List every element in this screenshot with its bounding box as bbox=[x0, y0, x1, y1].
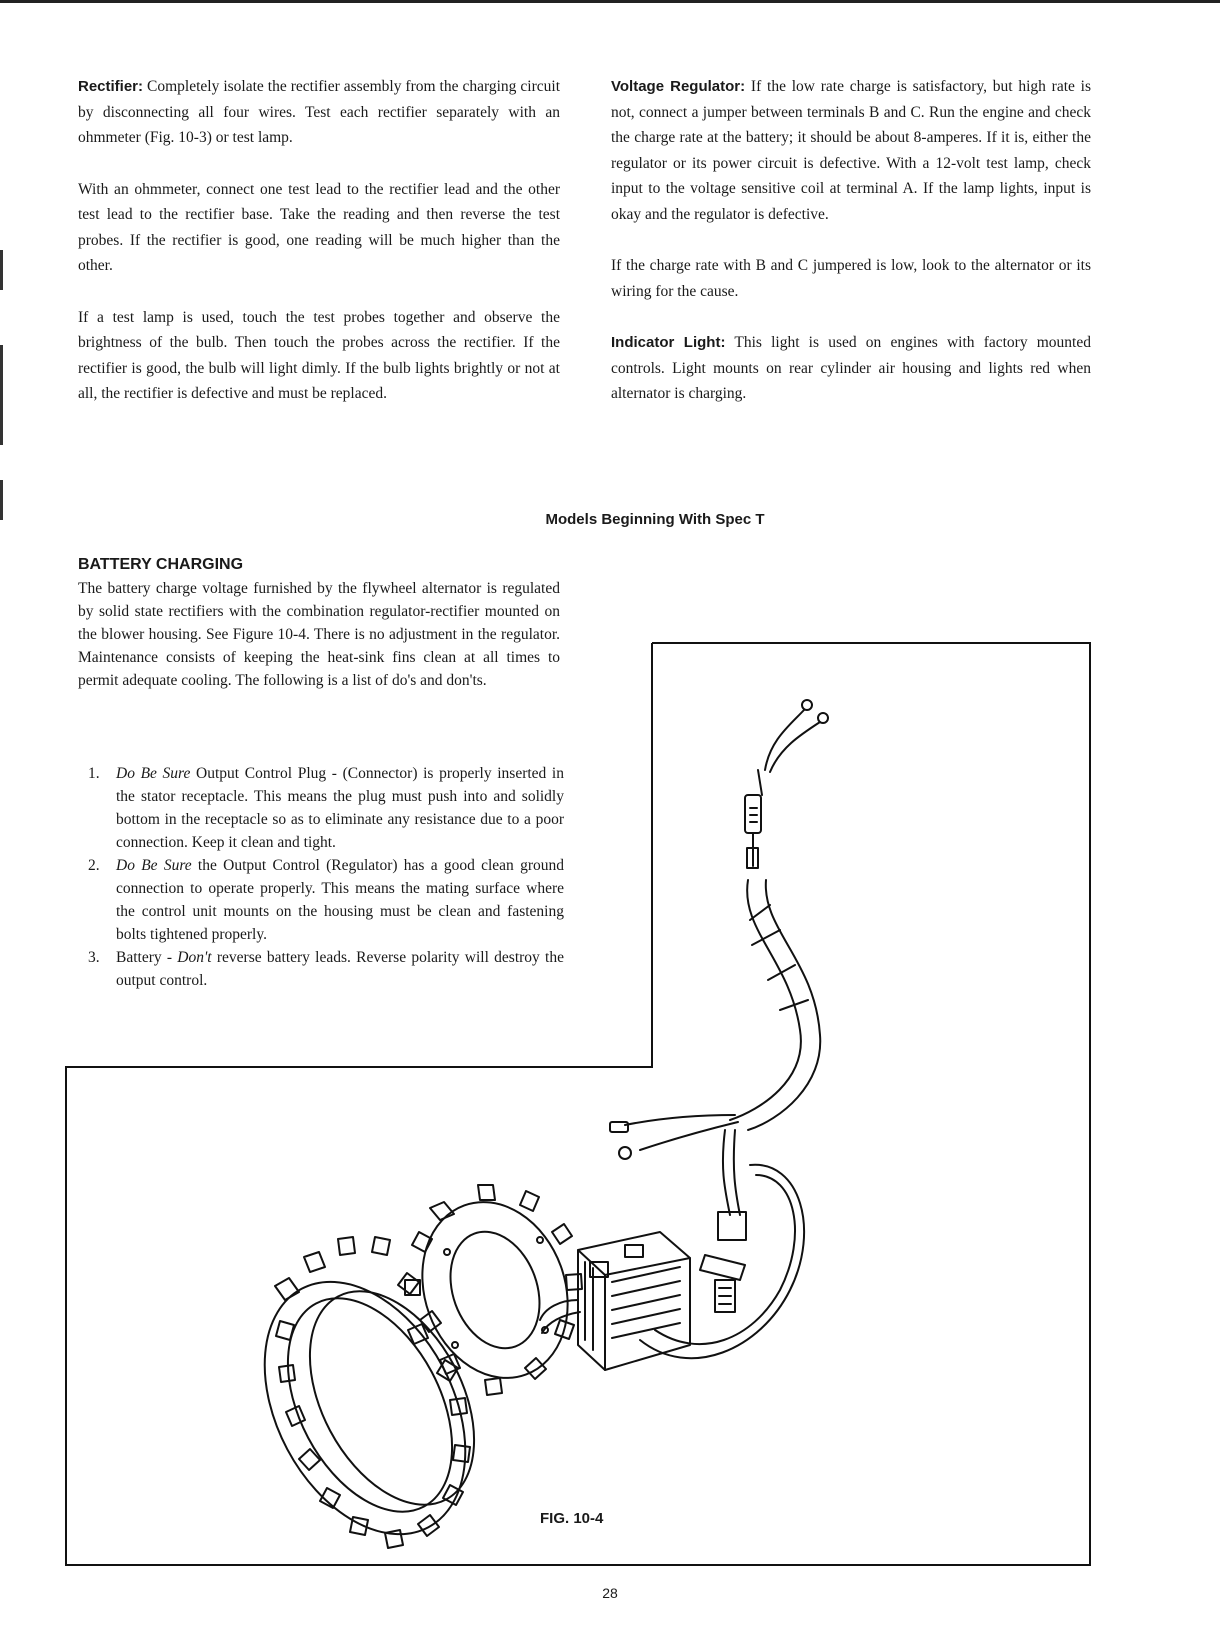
output-control-plug-icon bbox=[718, 1212, 746, 1240]
item-text: the Output Control (Regulator) has a good clean ground connection to operate properly. This means the mating surface where the control unit mounts on the housing must be clean and fastening bolts tightened properly. bbox=[116, 857, 564, 943]
indicator-title: Indicator Light: bbox=[611, 334, 726, 351]
rectifier-text: Completely isolate the rectifier assembly from the charging circuit by disconnecting all four wires. Test each rectifier separately with an ohmmeter (Fig. 10-3) or test lamp. bbox=[78, 78, 560, 146]
item-emphasis: Do Be Sure bbox=[116, 857, 192, 874]
stator-receptacle-icon bbox=[700, 1255, 745, 1280]
rectifier-title: Rectifier: bbox=[78, 78, 144, 95]
test-lamp-paragraph: If a test lamp is used, touch the test probes together and observe the brightness of the bulb. Then touch the probes across the rectifier. If the rectifier is good, the bulb will light dimly. If the bulb lights brightly or not at all, the rectifier is defective and must be replaced. bbox=[78, 308, 560, 402]
flywheel-ring-icon bbox=[224, 1237, 508, 1569]
jumper-paragraph: If the charge rate with B and C jumpered is low, look to the alternator or its wiring for the cause. bbox=[611, 257, 1091, 300]
battery-charging-heading: BATTERY CHARGING bbox=[78, 556, 244, 573]
section-title: Models Beginning With Spec T bbox=[545, 511, 765, 528]
item-prefix: Battery - bbox=[116, 949, 178, 966]
ring-terminal-icon bbox=[619, 1147, 631, 1159]
item-emphasis: Don't bbox=[177, 949, 212, 966]
figure-caption: FIG. 10-4 bbox=[540, 1510, 604, 1527]
ring-terminal-icon bbox=[802, 700, 828, 723]
item-text: Output Control Plug - (Connector) is properly inserted in the stator receptacle. This means the plug must push into and solidly bottom in the receptacle so as to eliminate any resistance due to a poor connection. Keep it clean and tight. bbox=[116, 765, 564, 851]
ohmmeter-paragraph: With an ohmmeter, connect one test lead to the rectifier lead and the other test lead to the rectifier base. Take the reading and then reverse the test probes. If the rectifier is good, one reading will be much higher than the other. bbox=[78, 180, 560, 274]
battery-intro: The battery charge voltage furnished by the flywheel alternator is regulated by solid state rectifiers with the combination regulator-rectifier mounted on the blower housing. See Figure 10-4. There is no adjustment in the regulator. Maintenance consists of keeping the heat-sink fins clean at all times to permit adequate cooling. The following is a list of do's and don'ts. bbox=[78, 580, 560, 689]
item-emphasis: Do Be Sure bbox=[116, 765, 191, 782]
item-number: 2. bbox=[88, 857, 100, 874]
indicator-text: This light is used on engines with factory mounted controls. Light mounts on rear cylinder air housing and lights red when alternator is charging. bbox=[611, 334, 1091, 402]
item-text: reverse battery leads. Reverse polarity will destroy the output control. bbox=[116, 949, 564, 989]
item-number: 3. bbox=[88, 949, 100, 966]
item-number: 1. bbox=[88, 765, 100, 782]
regulator-rectifier-icon bbox=[578, 1232, 690, 1370]
regulator-text: If the low rate charge is satisfactory, but high rate is not, connect a jumper between terminals B and C. Run the engine and check the charge rate at the battery; it should be about 8-amperes. If it is, either the regulator or its power circuit is defective. With a 12-volt test lamp, check input to the voltage sensitive coil at terminal A. If the lamp lights, input is okay and the regulator is defective. bbox=[611, 78, 1092, 223]
regulator-title: Voltage Regulator: bbox=[611, 78, 746, 95]
spade-terminal-icon bbox=[610, 1122, 628, 1132]
page-number: 28 bbox=[602, 1585, 618, 1601]
